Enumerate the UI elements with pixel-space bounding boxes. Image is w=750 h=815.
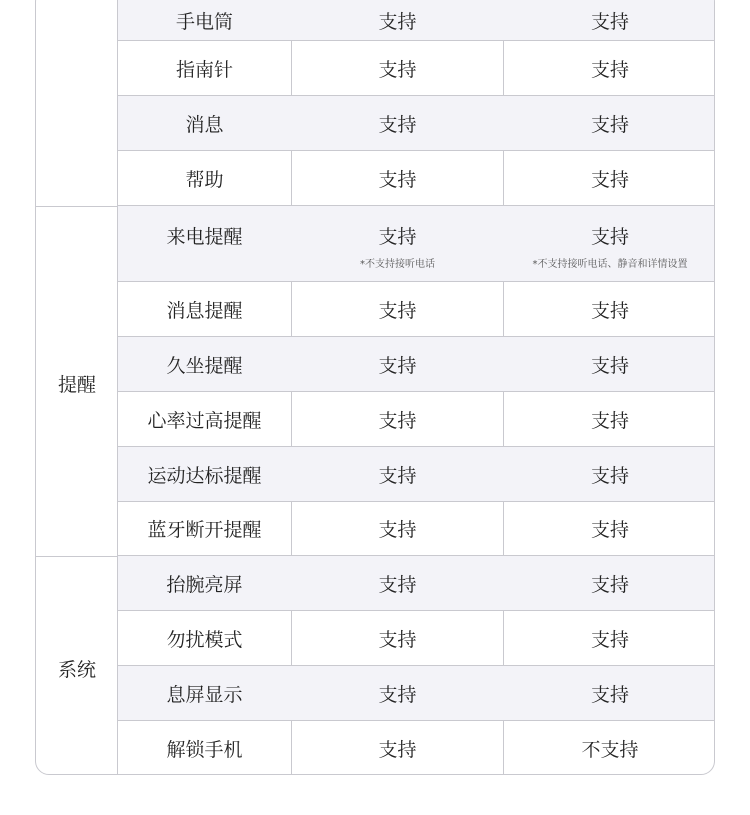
support-cell: 支持: [378, 58, 417, 81]
group-separator: [36, 206, 118, 207]
support-cell: [292, 206, 503, 281]
feature-cell: 解锁手机: [166, 739, 243, 761]
table-row: [118, 151, 714, 206]
support-cell: 支持: [590, 113, 629, 136]
group-label-system: 系统: [57, 659, 96, 681]
table-row: [118, 41, 714, 96]
table-row: [118, 666, 714, 721]
feature-cell: 抬腕亮屏: [166, 573, 243, 596]
feature-cell: 心率过高提醒: [147, 409, 262, 432]
table-row: [118, 611, 714, 666]
support-cell: [504, 206, 715, 281]
support-cell: 支持: [378, 354, 417, 377]
support-cell: 支持: [590, 409, 629, 432]
feature-cell: 久坐提醒: [166, 354, 243, 377]
support-value: 支持: [590, 226, 629, 248]
support-cell: 支持: [378, 464, 417, 487]
table-row: [118, 447, 714, 502]
feature-cell: 帮助: [185, 168, 224, 191]
support-cell: 支持: [590, 519, 629, 541]
feature-cell: 勿扰模式: [166, 628, 243, 651]
table-row: [118, 206, 714, 282]
feature-cell: 来电提醒: [166, 226, 243, 248]
support-cell: 支持: [590, 464, 629, 487]
support-cell: 支持: [378, 573, 417, 596]
footnote: *不支持接听电话: [360, 259, 435, 270]
support-value: 支持: [378, 226, 417, 248]
support-cell: 支持: [590, 683, 629, 706]
feature-cell: 息屏显示: [166, 683, 243, 706]
support-cell: 支持: [378, 409, 417, 432]
support-cell: 支持: [590, 354, 629, 377]
feature-cell: 运动达标提醒: [147, 464, 262, 487]
support-cell: 支持: [590, 573, 629, 596]
support-cell: 支持: [590, 628, 629, 651]
table-row: [118, 337, 714, 392]
support-cell: 支持: [590, 168, 629, 191]
support-cell: 支持: [378, 299, 417, 322]
comparison-table: [35, 0, 715, 775]
group-label-reminders: 提醒: [57, 374, 96, 396]
table-row: [118, 556, 714, 611]
support-cell: 支持: [378, 113, 417, 136]
support-cell: 不支持: [581, 739, 639, 761]
support-cell: 支持: [378, 168, 417, 191]
table-row: [118, 282, 714, 337]
table-row: [118, 0, 714, 41]
support-cell: 支持: [378, 628, 417, 651]
support-cell: 支持: [590, 11, 629, 33]
table-row: [118, 502, 714, 556]
footnote: *不支持接听电话、静音和详情设置: [532, 259, 688, 270]
support-cell: 支持: [378, 11, 417, 33]
feature-cell: 手电筒: [175, 11, 233, 33]
support-cell: 支持: [378, 683, 417, 706]
table-row: [118, 96, 714, 151]
support-cell: 支持: [378, 519, 417, 541]
support-cell: 支持: [378, 739, 417, 761]
feature-cell: 消息: [185, 113, 224, 136]
table-row: [118, 721, 714, 775]
support-cell: 支持: [590, 58, 629, 81]
support-cell: 支持: [590, 299, 629, 322]
feature-cell: 消息提醒: [166, 299, 243, 322]
feature-cell: 指南针: [175, 58, 233, 81]
table-row: [118, 392, 714, 447]
group-separator: [36, 556, 118, 557]
feature-cell: 蓝牙断开提醒: [147, 519, 262, 541]
